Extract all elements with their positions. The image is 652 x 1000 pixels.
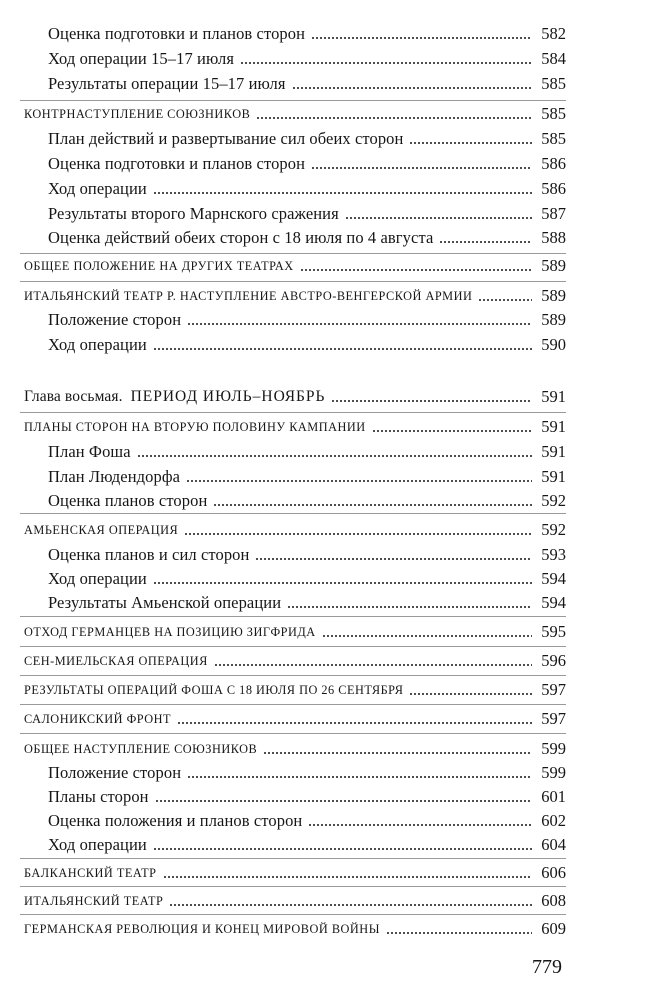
dot-leader [153,582,532,584]
toc-entry [48,68,566,94]
toc-entry [48,485,566,511]
toc-entry-title: Оценка положения и планов сторон [48,811,303,830]
toc-section-page: 609 [541,919,566,938]
toc-entry [48,43,566,69]
toc-entry-page: 586 [541,154,566,173]
toc-entry-page: 604 [541,835,566,854]
toc-entry-page: 582 [541,24,566,43]
toc-entry [48,123,566,149]
toc-entry-page: 591 [541,467,566,486]
chapter-page: 591 [541,387,566,406]
toc-section-page: 606 [541,863,566,882]
chapter-title: ПЕРИОД ИЮЛЬ–НОЯБРЬ [130,388,326,405]
toc-section [24,98,566,124]
toc-section [24,857,566,883]
toc-section-title: ПЛАНЫ СТОРОН НА ВТОРУЮ ПОЛОВИНУ КАМПАНИИ [24,420,366,434]
toc-entry [48,461,566,487]
toc-entry-title: Ход операции 15–17 июля [48,49,235,68]
toc-section-title: БАЛКАНСКИЙ ТЕАТР [24,866,157,880]
dot-leader [409,142,532,144]
toc-entry [48,304,566,330]
toc-section-title: САЛОНИКСКИЙ ФРОНТ [24,712,172,726]
toc-entry-page: 585 [541,74,566,93]
dot-leader [213,504,532,506]
toc-section [24,280,566,306]
toc-entry [48,781,566,807]
toc-entry [48,829,566,855]
dot-leader [263,752,532,754]
dot-leader [153,192,532,194]
toc-entry-page: 591 [541,442,566,461]
dot-leader [287,606,532,608]
toc-entry-page: 586 [541,179,566,198]
toc-entry-title: Положение сторон [48,310,182,329]
toc-section [24,616,566,642]
dot-leader [308,824,532,826]
toc-entry-title: Ход операции [48,835,147,854]
page-number: 779 [532,956,562,978]
dot-leader [386,932,532,934]
dot-leader [187,323,532,325]
toc-entry [48,539,566,565]
dot-leader [292,87,532,89]
dot-leader [155,800,532,802]
toc-entry-title: Ход операции [48,335,147,354]
toc-entry [48,805,566,831]
toc-section-page: 585 [541,104,566,123]
toc-entry-page: 592 [541,491,566,510]
toc-section-page: 589 [541,256,566,275]
toc-section [24,674,566,700]
toc-entry-page: 594 [541,593,566,612]
toc-section-title: ГЕРМАНСКАЯ РЕВОЛЮЦИЯ И КОНЕЦ МИРОВОЙ ВОЙНЫ [24,922,380,936]
toc-entry-page: 587 [541,204,566,223]
toc-section-page: 597 [541,680,566,699]
dot-leader [478,299,532,301]
toc-entry-page: 601 [541,787,566,806]
dot-leader [255,558,532,560]
toc-entry-page: 594 [541,569,566,588]
toc-section-page: 591 [541,417,566,436]
dot-leader [163,876,533,878]
toc-entry-title: Результаты операции 15–17 июля [48,74,286,93]
dot-leader [153,348,532,350]
dot-leader [214,664,532,666]
toc-section-title: ОТХОД ГЕРМАНЦЕВ НА ПОЗИЦИЮ ЗИГФРИДА [24,625,316,639]
toc-section-title: СЕН-МИЕЛЬСКАЯ ОПЕРАЦИЯ [24,654,208,668]
toc-entry-page: 593 [541,545,566,564]
dot-leader [345,217,532,219]
toc-entry-title: Оценка планов и сил сторон [48,545,250,564]
toc-section [24,885,566,911]
toc-entry-title: Оценка подготовки и планов сторон [48,154,306,173]
toc-section-title: ИТАЛЬЯНСКИЙ ТЕАТР [24,894,164,908]
toc-entry [48,173,566,199]
toc-entry-title: Положение сторон [48,763,182,782]
toc-section-title: АМЬЕНСКАЯ ОПЕРАЦИЯ [24,523,179,537]
dot-leader [184,533,532,535]
dot-leader [311,167,532,169]
toc-entry-page: 602 [541,811,566,830]
toc-section-title: ОБЩЕЕ ПОЛОЖЕНИЕ НА ДРУГИХ ТЕАТРАХ [24,259,294,273]
chapter-heading [24,381,566,407]
dot-leader [372,430,532,432]
toc-entry-title: Ход операции [48,569,147,588]
toc-entry-title: План Фоша [48,442,131,461]
toc-entry [48,18,566,44]
toc-entry [48,587,566,613]
toc-entry-title: Ход операции [48,179,147,198]
toc-entry-page: 599 [541,763,566,782]
toc-section-title: КОНТРНАСТУПЛЕНИЕ СОЮЗНИКОВ [24,107,251,121]
dot-leader [240,62,532,64]
toc-entry [48,563,566,589]
toc-entry [48,222,566,248]
toc-entry-title: Оценка подготовки и планов сторон [48,24,306,43]
toc-entry-page: 585 [541,129,566,148]
toc-entry-page: 584 [541,49,566,68]
dot-leader [177,722,532,724]
toc-section [24,703,566,729]
toc-entry [48,329,566,355]
toc-section [24,645,566,671]
toc-section-page: 596 [541,651,566,670]
toc-section-page: 599 [541,739,566,758]
toc-section [24,250,566,276]
dot-leader [186,480,532,482]
dot-leader [137,455,532,457]
toc-entry-page: 590 [541,335,566,354]
toc-section [24,514,566,540]
toc-entry-page: 589 [541,310,566,329]
toc-section-title: ОБЩЕЕ НАСТУПЛЕНИЕ СОЮЗНИКОВ [24,742,258,756]
toc-section-page: 595 [541,622,566,641]
toc-section [24,913,566,939]
dot-leader [300,269,532,271]
toc-entry-title: Результаты второго Марнского сражения [48,204,339,223]
toc-entry-title: Оценка действий обеих сторон с 18 июля по 4 августа [48,228,434,247]
toc-entry-title: Результаты Амьенской операции [48,593,282,612]
chapter-prefix: Глава восьмая. [24,388,123,405]
toc-section-page: 597 [541,709,566,728]
toc-entry-title: Планы сторон [48,787,149,806]
toc-section-title: ИТАЛЬЯНСКИЙ ТЕАТР Р. НАСТУПЛЕНИЕ АВСТРО-ВЕНГЕРСКОЙ АРМИИ [24,289,473,303]
toc-entry [48,436,566,462]
dot-leader [439,241,532,243]
toc-section [24,411,566,437]
toc-entry-title: Оценка планов сторон [48,491,208,510]
toc-section [24,733,566,759]
toc-entry-title: План действий и развертывание сил обеих сторон [48,129,404,148]
toc-section-page: 592 [541,520,566,539]
dot-leader [331,400,532,402]
toc-entry-page: 588 [541,228,566,247]
dot-leader [187,776,532,778]
toc-entry [48,148,566,174]
toc-entry-title: План Людендорфа [48,467,181,486]
toc-entry [48,198,566,224]
dot-leader [311,37,532,39]
toc-section-title: РЕЗУЛЬТАТЫ ОПЕРАЦИЙ ФОША С 18 ИЮЛЯ ПО 26 СЕНТЯБРЯ [24,683,404,697]
dot-leader [322,635,532,637]
dot-leader [169,904,532,906]
toc-section-page: 589 [541,286,566,305]
dot-leader [153,848,532,850]
toc-section-page: 608 [541,891,566,910]
toc-entry [48,757,566,783]
dot-leader [409,693,532,695]
dot-leader [256,117,532,119]
